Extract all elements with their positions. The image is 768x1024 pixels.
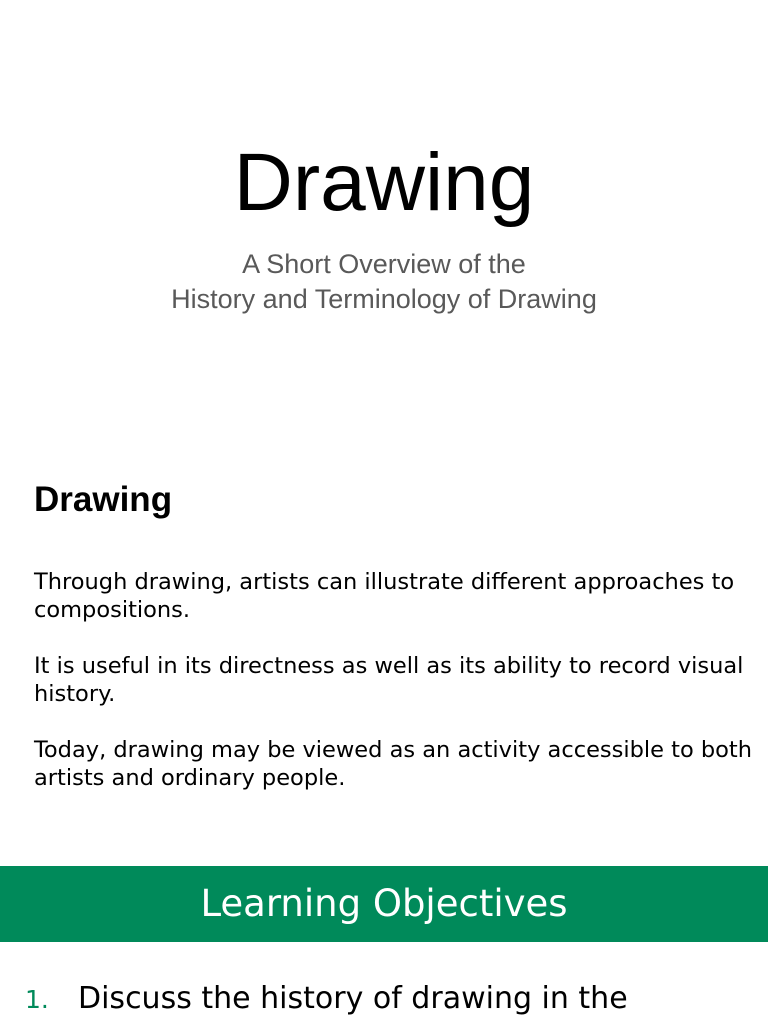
list-item (0, 975, 768, 1024)
subtitle (0, 247, 768, 317)
objectives-title: Learning Objectives (200, 882, 568, 925)
subtitle-line-1: A Short Overview of the (242, 249, 526, 279)
paragraph-2: It is useful in its directness as well as its ability to record visual history. (34, 653, 744, 707)
objective-text: Discuss the history of drawing in the (78, 981, 628, 1016)
paragraph-list (34, 568, 754, 820)
objective-number: 1. (25, 985, 49, 1014)
section-heading: Drawing (34, 480, 173, 519)
paragraph-3: Today, drawing may be viewed as an activity accessible to both artists and ordinary people. (34, 737, 753, 791)
title-slide (0, 0, 768, 440)
paragraph-1: Through drawing, artists can illustrate different approaches to compositions. (34, 569, 735, 623)
drawing-content-slide (0, 440, 768, 866)
main-title: Drawing (233, 137, 535, 228)
objectives-title-bar (0, 866, 768, 942)
subtitle-line-2: History and Terminology of Drawing (171, 284, 597, 314)
objectives-list (0, 975, 768, 1024)
